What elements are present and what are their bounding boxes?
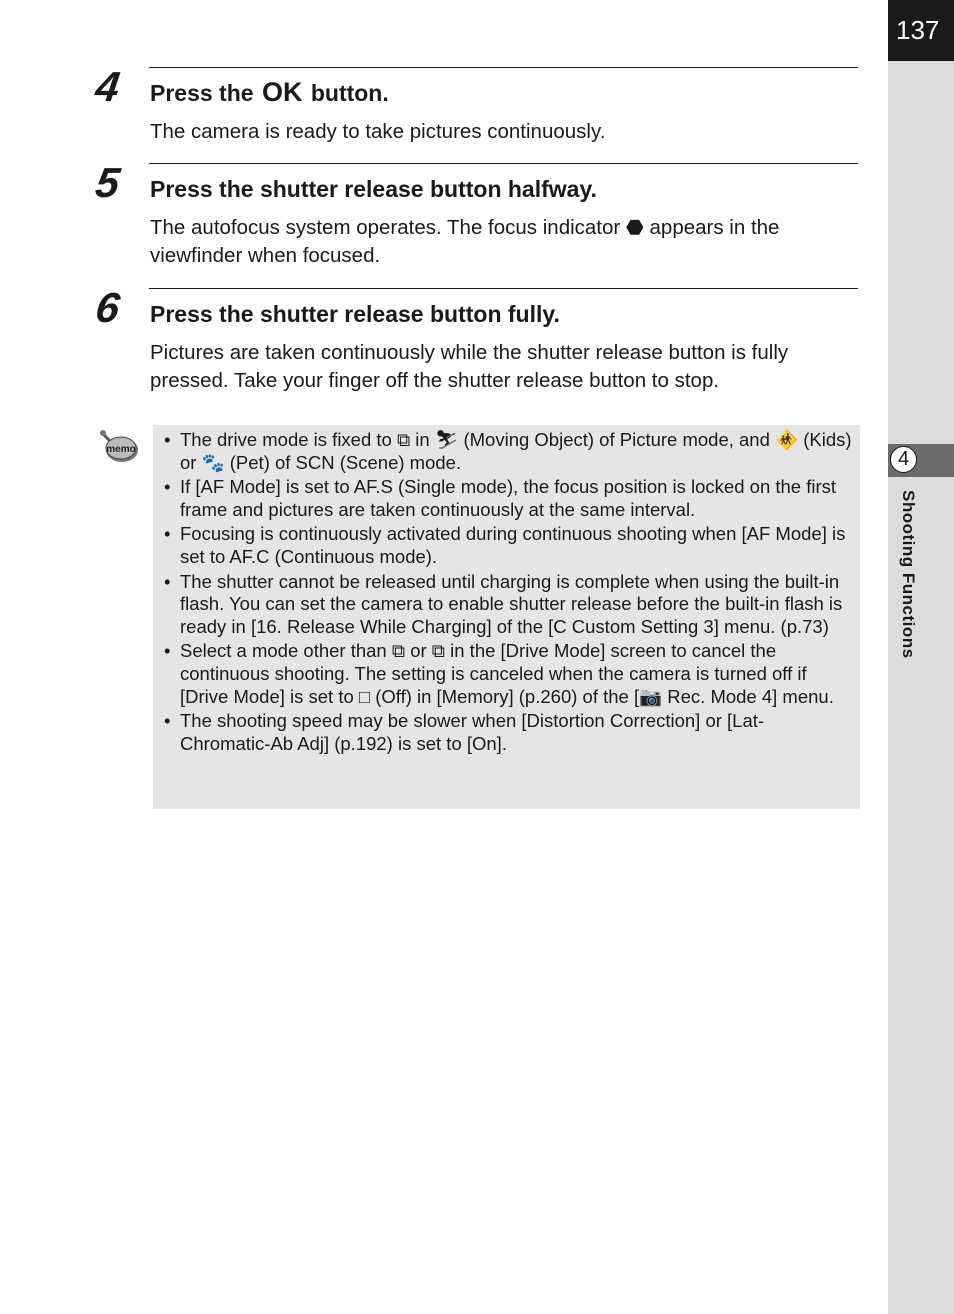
step-description: Pictures are taken continuously while the shutter release button is fully pressed. Take your finger off the shutter release button to stop. [150,341,789,392]
ok-button-symbol: OK [261,77,303,107]
memo-item: • The shooting speed may be slower when [Distortion Correction] or [Lat-Chromatic-Ab Adj] (p.192) is set to [On]. [164,710,854,755]
memo-item: • The drive mode is fixed to ⧉ in ⛷ (Moving Object) of Picture mode, and 🚸 (Kids) or 🐾 (Pet) of SCN (Scene) mode. [164,429,854,474]
step-description: The camera is ready to take pictures continuously. [150,120,606,143]
step-description: The autofocus system operates. The focus indicator ⬣ appears in the viewfinder when focused. [150,216,780,267]
step-divider [149,163,858,164]
memo-item: • The shutter cannot be released until charging is complete when using the built-in flash. You can set the camera to enable shutter release before the built-in flash is ready in [16. Release While Charging] of the [C Custom Setting 3] menu. (p.73) [164,571,854,639]
step-number: 4 [92,63,123,110]
memo-list [164,429,854,757]
chapter-number: 4 [890,446,917,473]
svg-text:memo: memo [106,444,136,455]
memo-item: • Select a mode other than ⧉ or ⧉ in the [Drive Mode] screen to cancel the continuous shooting. The setting is canceled when the camera is turned off if [Drive Mode] is set to □ (Off) in [Memory] (p.260) of the [📷 Rec. Mode 4] menu. [164,640,854,708]
step-heading-text: button. [310,80,389,106]
step-heading [150,77,389,108]
step-heading: Press the shutter release button halfway. [150,176,597,202]
step-number: 6 [92,284,123,331]
page-number: 137 [888,0,954,61]
step-divider [149,67,858,68]
memo-icon [99,428,139,468]
step-number: 5 [92,159,123,206]
chapter-title: Shooting Functions [899,490,918,659]
step-divider [149,288,858,289]
step-heading: Press the shutter release button fully. [150,301,560,327]
memo-item: • If [AF Mode] is set to AF.S (Single mode), the focus position is locked on the first frame and pictures are taken continuously at the same interval. [164,476,854,521]
step-heading-text: Press the [150,80,254,106]
memo-item: • Focusing is continuously activated during continuous shooting when [AF Mode] is set to AF.C (Continuous mode). [164,523,854,568]
